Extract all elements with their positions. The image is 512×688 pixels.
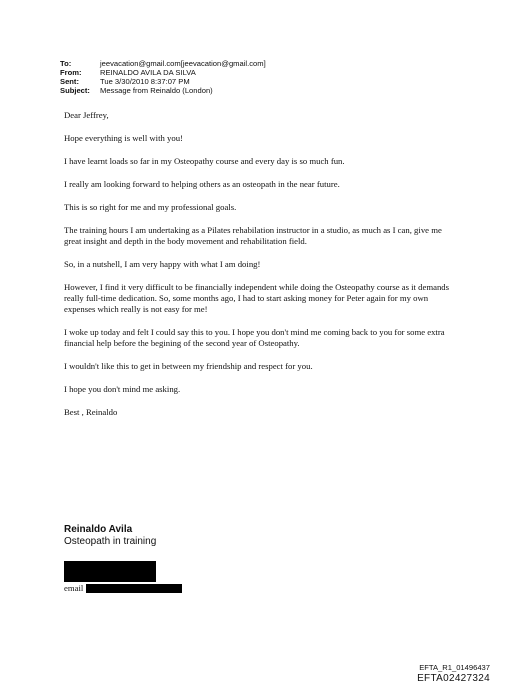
email-label: email	[64, 583, 84, 593]
subject-value: Message from Reinaldo (London)	[100, 86, 213, 95]
paragraph: So, in a nutshell, I am very happy with what I am doing!	[64, 259, 261, 269]
paragraph: However, I find it very difficult to be financially independent while doing the Osteopathy course as it demands really full-time dedication. So, some months ago, I had to start asking money for Peter again for my own expenses which really is not easy for me!	[64, 282, 450, 314]
paragraph: Hope everything is well with you!	[64, 133, 183, 143]
to-value: jeevacation@gmail.com[jeevacation@gmail.com]	[100, 59, 266, 68]
greeting: Dear Jeffrey,	[64, 110, 109, 120]
paragraph: The training hours I am undertaking as a Pilates rehabilation instructor in a studio, as much as I can, give me great insight and depth in the body movement and rehabilitation field.	[64, 225, 442, 246]
sent-label: Sent:	[60, 77, 79, 86]
bates-number-2: EFTA02427324	[417, 673, 490, 684]
paragraph: I hope you don't mind me asking.	[64, 384, 181, 394]
closing: Best , Reinaldo	[64, 407, 118, 417]
sent-value: Tue 3/30/2010 8:37:07 PM	[100, 77, 190, 86]
paragraph: I wouldn't like this to get in between my friendship and respect for you.	[64, 361, 313, 371]
paragraph: This is so right for me and my professional goals.	[64, 202, 237, 212]
email-body	[64, 110, 454, 430]
paragraph: I have learnt loads so far in my Osteopathy course and every day is so much fun.	[64, 156, 345, 166]
bates-number-1: EFTA_R1_01496437	[419, 663, 490, 672]
subject-label: Subject:	[60, 86, 90, 95]
subject-row	[60, 86, 266, 95]
from-row	[60, 68, 266, 77]
sent-row	[60, 77, 266, 86]
email-header	[60, 59, 266, 95]
signature-title: Osteopath in training	[64, 536, 157, 547]
paragraph: I really am looking forward to helping others as an osteopath in the near future.	[64, 179, 340, 189]
signature-email-row	[64, 583, 182, 593]
paragraph: I woke up today and felt I could say this to you. I hope you don't mind me coming back to you for some extra financial help before the begining of the second year of Osteopathy.	[64, 327, 445, 348]
to-row	[60, 59, 266, 68]
from-label: From:	[60, 68, 82, 77]
redaction-box	[64, 561, 156, 582]
signature-name: Reinaldo Avila	[64, 524, 133, 535]
from-value: REINALDO AVILA DA SILVA	[100, 68, 196, 77]
redaction-box	[86, 584, 182, 593]
to-label: To:	[60, 59, 72, 68]
signature-block	[64, 524, 156, 548]
